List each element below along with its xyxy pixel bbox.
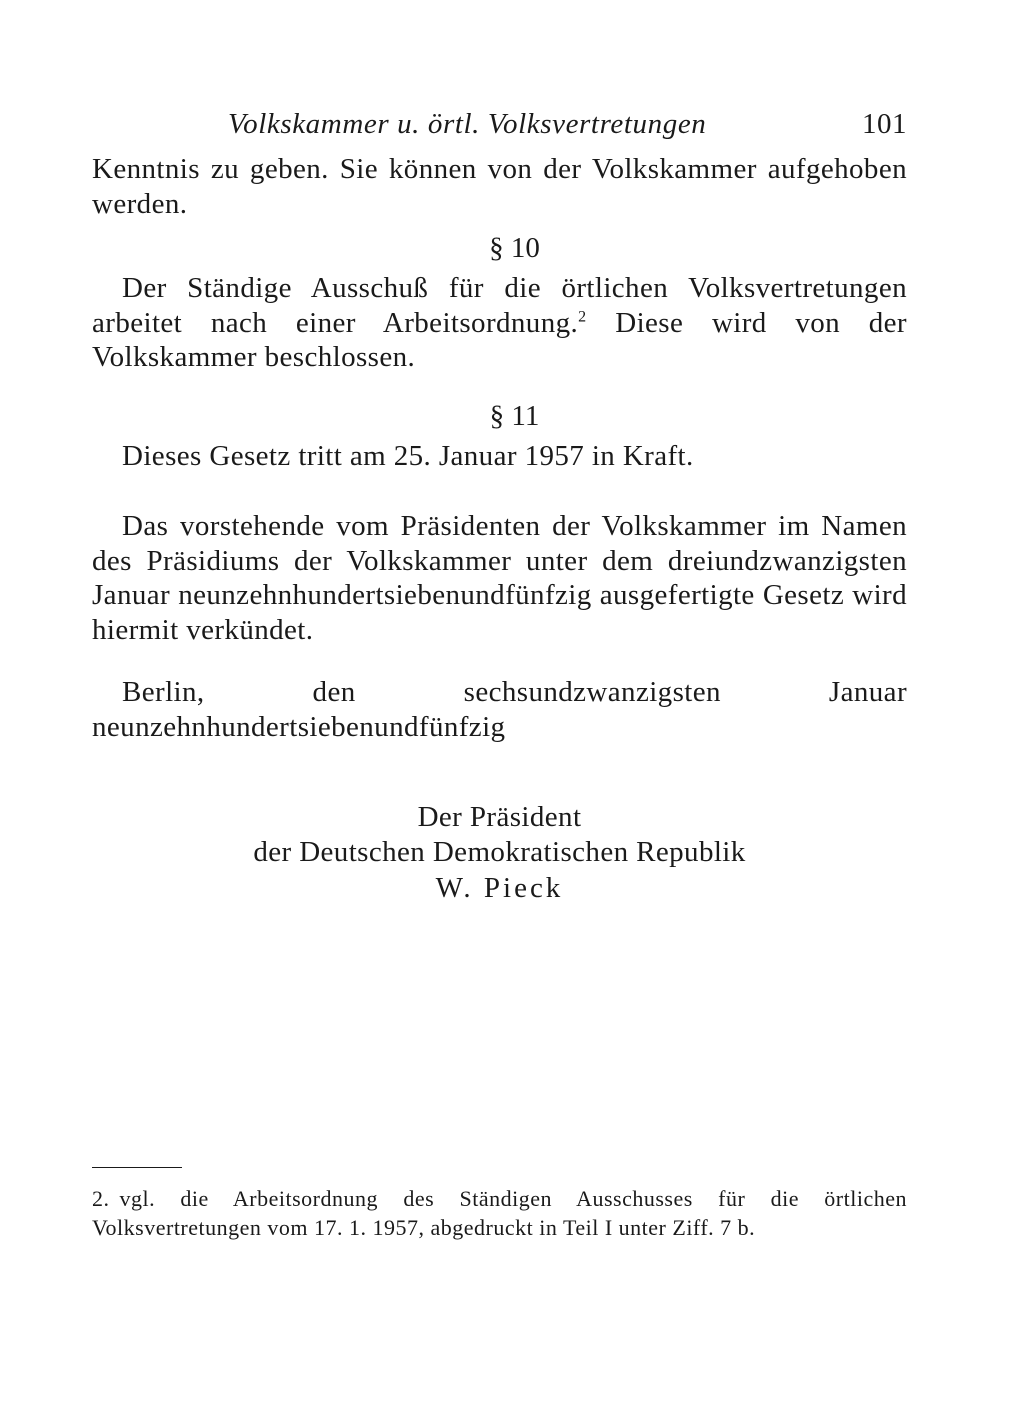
running-title: Volkskammer u. örtl. Volksvertretungen <box>228 108 707 140</box>
section-10-text-part2: Diese wird von der Volkskammer beschlossen. <box>92 306 907 373</box>
footnote-reference: 2 <box>578 307 587 325</box>
section-10-paragraph <box>92 271 907 375</box>
continuation-paragraph: Kenntnis zu geben. Sie können von der Volkskammer aufgehoben werden. <box>92 153 907 220</box>
section-10-heading: § 10 <box>489 232 540 264</box>
section-11-paragraph: Dieses Gesetz tritt am 25. Januar 1957 in Kraft. <box>122 439 694 472</box>
section-11-heading: § 11 <box>489 399 540 432</box>
place-date-paragraph: Berlin, den sechsundzwanzigsten Januar neunzehnhundertsiebenundfünfzig <box>92 676 907 743</box>
promulgation-paragraph: Das vorstehende vom Präsidenten der Volkskammer im Namen des Präsidiums der Volkskammer unter dem dreiundzwanzigsten Januar neunzehnhundertsiebenundfünfzig ausgefertigte Gesetz wird hiermit verkündet. <box>92 510 907 646</box>
section-10-text-part1: Der Ständige Ausschuß für die örtlichen Volksvertretungen arbeitet nach einer Arbeitsordnung. <box>92 272 907 339</box>
signature-block <box>92 800 907 906</box>
footnote <box>92 1184 907 1242</box>
page-number: 101 <box>862 108 907 140</box>
running-header <box>92 108 907 152</box>
footnote-divider <box>92 1167 182 1168</box>
signature-office: der Deutschen Demokratischen Republik <box>253 835 746 868</box>
page-content <box>92 108 907 906</box>
signature-title: Der Präsident <box>417 801 582 833</box>
footnote-text: vgl. die Arbeitsordnung des Ständigen Ausschusses für die örtlichen Volksvertretungen vom 17. 1. 1957, abgedruckt in Teil I unter Ziff. 7 b. <box>92 1186 907 1240</box>
footnote-number: 2. <box>92 1186 110 1211</box>
signatory-name: W. Pieck <box>435 872 564 904</box>
